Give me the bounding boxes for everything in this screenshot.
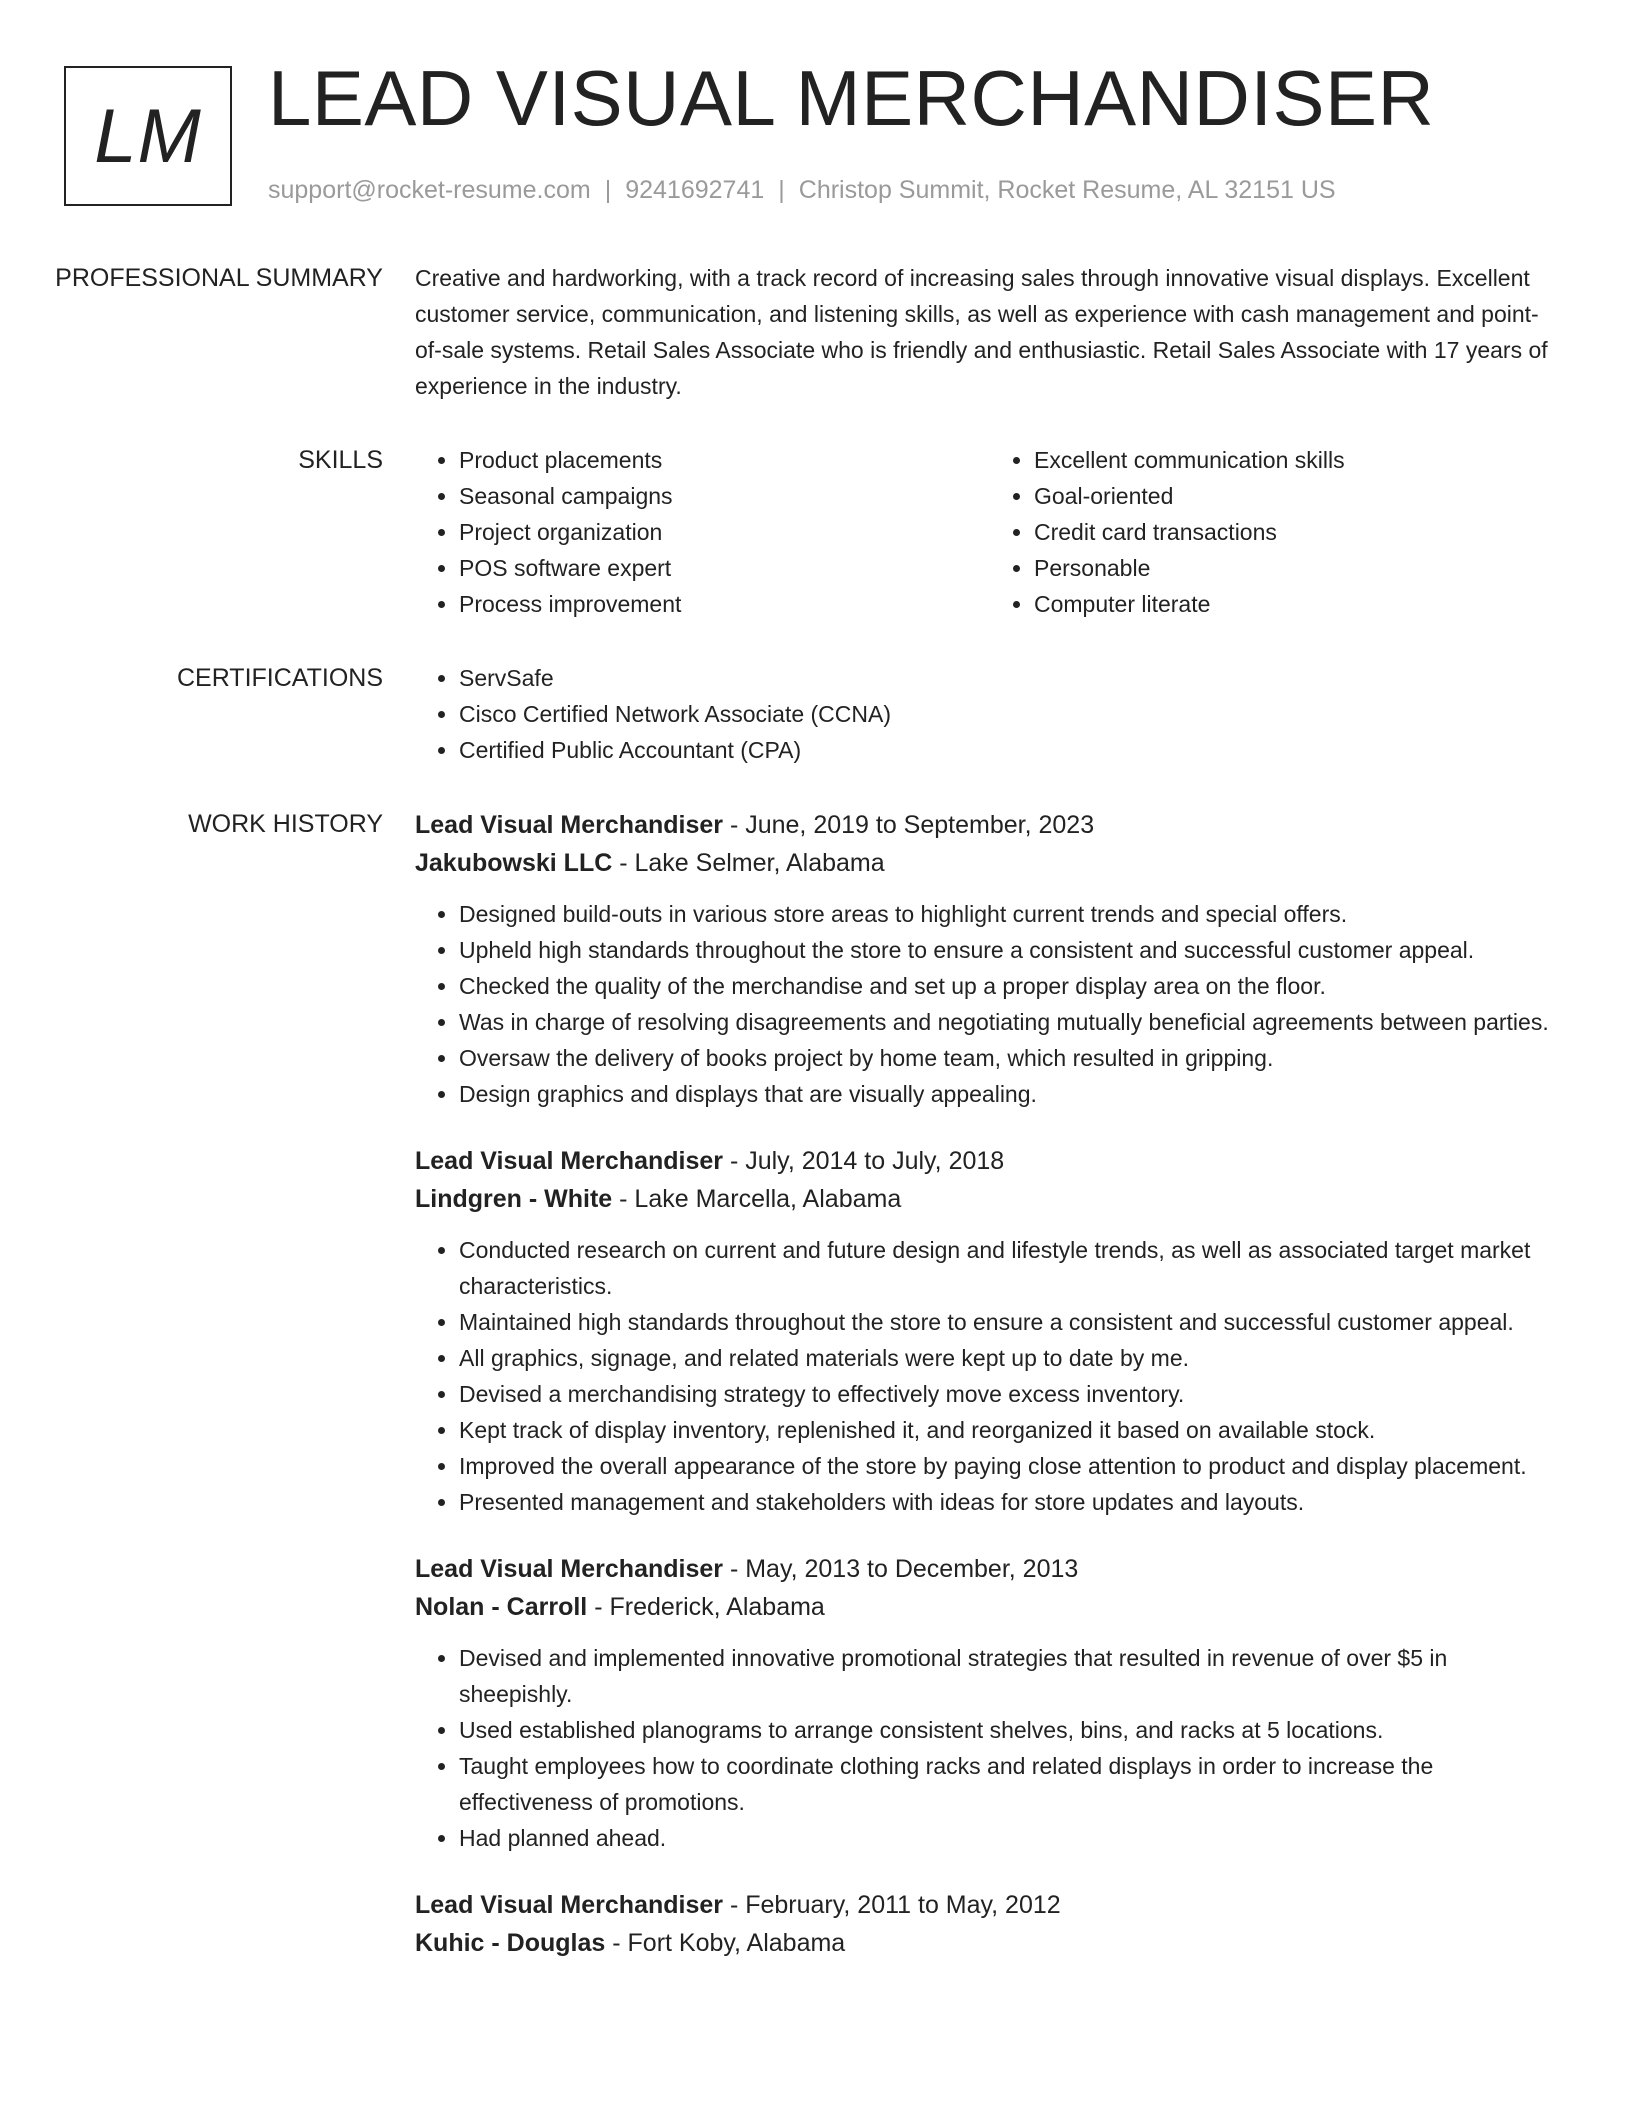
job-company: Lindgren - White xyxy=(415,1185,613,1213)
job-title: Lead Visual Merchandiser xyxy=(415,1555,723,1583)
job-dates: July, 2014 to July, 2018 xyxy=(745,1147,1005,1175)
monogram-initials: LM xyxy=(94,93,202,179)
skill-item: • POS software expert xyxy=(459,550,990,586)
certifications-list xyxy=(415,660,1565,768)
job-entry xyxy=(415,806,1565,1112)
job-bullets xyxy=(415,1232,1565,1520)
job-entry xyxy=(415,1886,1565,1962)
job-title: Lead Visual Merchandiser xyxy=(415,811,723,839)
job-bullet: • Devised a merchandising strategy to effectively move excess inventory. xyxy=(459,1376,1565,1412)
job-company: Kuhic - Douglas xyxy=(415,1929,606,1957)
skill-item: • Goal-oriented xyxy=(1034,478,1565,514)
job-dash: - xyxy=(612,1185,635,1213)
resume-body xyxy=(0,260,1632,2030)
section-work-history xyxy=(0,806,1632,1992)
job-entry xyxy=(415,1142,1565,1520)
skills-list-left xyxy=(415,442,990,622)
job-bullet: • Maintained high standards throughout the store to ensure a consistent and successful customer appeal. xyxy=(459,1304,1565,1340)
job-company: Jakubowski LLC xyxy=(415,849,613,877)
work-history-content xyxy=(415,806,1565,1992)
certification-item: • Certified Public Accountant (CPA) xyxy=(459,732,1565,768)
contact-email: support@rocket-resume.com xyxy=(268,176,591,204)
contact-separator: | xyxy=(778,176,785,204)
job-dash: - xyxy=(723,1891,746,1919)
job-dash: - xyxy=(605,1929,628,1957)
job-bullet: • Was in charge of resolving disagreements and negotiating mutually beneficial agreements between parties. xyxy=(459,1004,1565,1040)
job-bullets xyxy=(415,896,1565,1112)
job-dash: - xyxy=(723,1147,746,1175)
skill-item: • Personable xyxy=(1034,550,1565,586)
job-title: Lead Visual Merchandiser xyxy=(415,1891,723,1919)
section-summary xyxy=(0,260,1632,404)
job-dash: - xyxy=(723,1555,746,1583)
job-bullet: • Kept track of display inventory, replenished it, and reorganized it based on available stock. xyxy=(459,1412,1565,1448)
job-company-line xyxy=(415,1588,1565,1626)
job-bullet: • Taught employees how to coordinate clothing racks and related displays in order to increase the effectiveness of promotions. xyxy=(459,1748,1565,1820)
skill-item: • Product placements xyxy=(459,442,990,478)
job-title-line xyxy=(415,1142,1565,1180)
job-bullet: • All graphics, signage, and related materials were kept up to date by me. xyxy=(459,1340,1565,1376)
job-location: Lake Selmer, Alabama xyxy=(634,849,885,877)
job-location: Fort Koby, Alabama xyxy=(627,1929,846,1957)
skills-list-right xyxy=(990,442,1565,622)
job-entry xyxy=(415,1550,1565,1856)
job-bullet: • Presented management and stakeholders with ideas for store updates and layouts. xyxy=(459,1484,1565,1520)
skills-content xyxy=(415,442,1565,622)
skill-item: • Computer literate xyxy=(1034,586,1565,622)
skill-item: • Credit card transactions xyxy=(1034,514,1565,550)
job-bullets xyxy=(415,1640,1565,1856)
certification-item: • ServSafe xyxy=(459,660,1565,696)
job-company: Nolan - Carroll xyxy=(415,1593,588,1621)
section-label-certifications: CERTIFICATIONS xyxy=(176,664,383,692)
job-bullet: • Improved the overall appearance of the store by paying close attention to product and display placement. xyxy=(459,1448,1565,1484)
job-dash: - xyxy=(723,811,746,839)
job-dates: June, 2019 to September, 2023 xyxy=(745,811,1095,839)
contact-phone: 9241692741 xyxy=(625,176,765,204)
job-company-line xyxy=(415,844,1565,882)
contact-line xyxy=(268,176,1336,205)
certifications-content xyxy=(415,660,1565,768)
job-bullet: • Checked the quality of the merchandise and set up a proper display area on the floor. xyxy=(459,968,1565,1004)
certification-item: • Cisco Certified Network Associate (CCNA) xyxy=(459,696,1565,732)
job-bullet: • Used established planograms to arrange consistent shelves, bins, and racks at 5 locations. xyxy=(459,1712,1565,1748)
job-bullet: • Conducted research on current and future design and lifestyle trends, as well as associated target market characteristics. xyxy=(459,1232,1565,1304)
job-location: Frederick, Alabama xyxy=(609,1593,825,1621)
monogram-badge xyxy=(64,66,232,206)
job-title: Lead Visual Merchandiser xyxy=(415,1147,723,1175)
job-bullet: • Had planned ahead. xyxy=(459,1820,1565,1856)
resume-title: LEAD VISUAL MERCHANDISER xyxy=(268,54,1435,142)
skill-item: • Excellent communication skills xyxy=(1034,442,1565,478)
job-dash: - xyxy=(587,1593,610,1621)
job-bullet: • Devised and implemented innovative promotional strategies that resulted in revenue of over $5 in sheepishly. xyxy=(459,1640,1565,1712)
job-dates: May, 2013 to December, 2013 xyxy=(745,1555,1079,1583)
job-title-line xyxy=(415,1886,1565,1924)
job-company-line xyxy=(415,1180,1565,1218)
contact-separator: | xyxy=(604,176,612,204)
section-skills xyxy=(0,442,1632,622)
section-certifications xyxy=(0,660,1632,768)
skill-item: • Seasonal campaigns xyxy=(459,478,990,514)
section-label-summary: PROFESSIONAL SUMMARY xyxy=(55,264,383,292)
job-company-line xyxy=(415,1924,1565,1962)
job-location: Lake Marcella, Alabama xyxy=(634,1185,902,1213)
job-bullet: • Upheld high standards throughout the store to ensure a consistent and successful customer appeal. xyxy=(459,932,1565,968)
job-bullet: • Designed build-outs in various store areas to highlight current trends and special offers. xyxy=(459,896,1565,932)
summary-text: Creative and hardworking, with a track record of increasing sales through innovative visual displays. Excellent customer service, communication, and listening skills, as well as experience with cash management and point-of-sale systems. Retail Sales Associate who is friendly and enthusiastic. Retail Sales Associate with 17 years of experience in the industry. xyxy=(415,265,1548,399)
section-label-skills: SKILLS xyxy=(298,446,383,474)
skill-item: • Project organization xyxy=(459,514,990,550)
contact-address: Christop Summit, Rocket Resume, AL 32151 US xyxy=(798,176,1336,204)
section-label-work-history: WORK HISTORY xyxy=(188,810,383,838)
job-bullet: • Design graphics and displays that are visually appealing. xyxy=(459,1076,1565,1112)
job-title-line xyxy=(415,1550,1565,1588)
job-bullet: • Oversaw the delivery of books project by home team, which resulted in gripping. xyxy=(459,1040,1565,1076)
summary-content xyxy=(415,260,1565,404)
skill-item: • Process improvement xyxy=(459,586,990,622)
job-dash: - xyxy=(612,849,635,877)
job-title-line xyxy=(415,806,1565,844)
job-dates: February, 2011 to May, 2012 xyxy=(745,1891,1061,1919)
